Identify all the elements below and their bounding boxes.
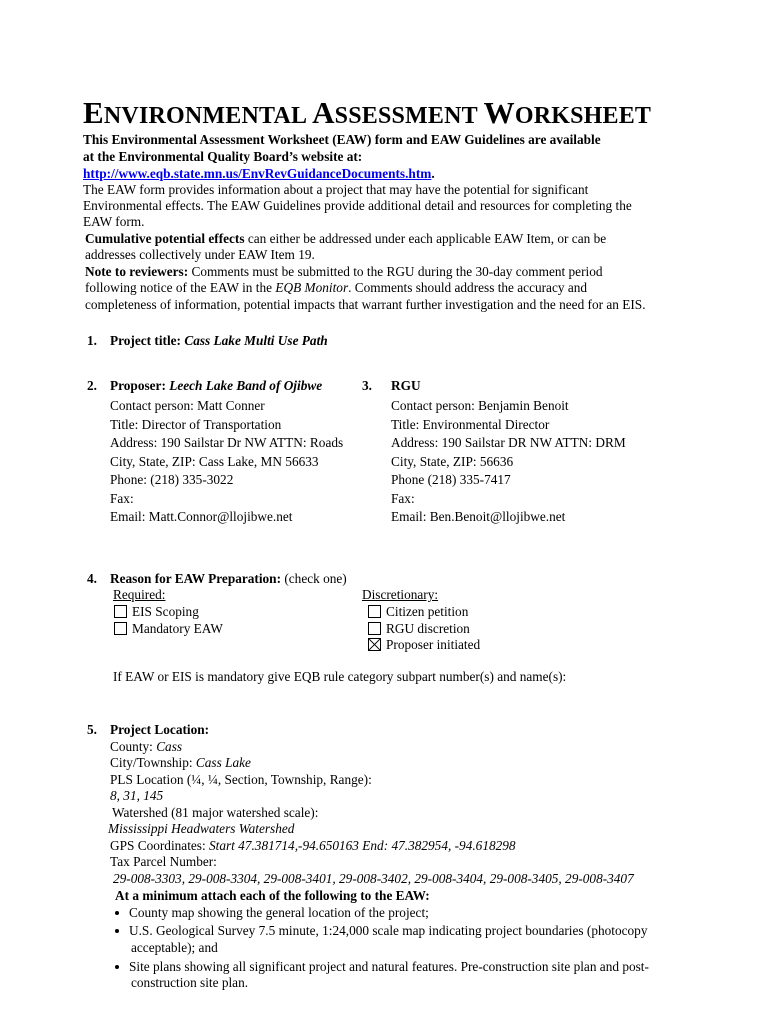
attach-item-2-line-1: U.S. Geological Survey 7.5 minute, 1:24,000 scale map indicating project boundaries (photocopy	[129, 923, 648, 938]
cumulative-effects-line-1: Cumulative potential effects can either be addressed under each applicable EAW Item, or can be	[85, 231, 607, 246]
proposer-email: Email: Matt.Connor@llojibwe.net	[110, 509, 293, 524]
pls-label: PLS Location (¼, ¼, Section, Township, Range):	[110, 772, 372, 787]
gps-coordinates: GPS Coordinates: Start 47.381714,-94.650163 End: 47.382954, -94.618298	[110, 838, 516, 853]
watershed-value: Mississippi Headwaters Watershed	[108, 821, 295, 836]
county: County: Cass	[110, 739, 183, 754]
item-1-number: 1.	[87, 333, 97, 348]
proposer-initiated-label: Proposer initiated	[386, 637, 481, 652]
proposer-initiated-checkbox[interactable]	[368, 638, 381, 651]
page-title: ENVIRONMENTAL ASSESSMENT WORKSHEET	[83, 95, 652, 130]
reason-heading: Reason for EAW Preparation: (check one)	[110, 571, 347, 586]
location-heading: Project Location:	[110, 722, 210, 737]
note-line-3: completeness of information, potential impacts that warrant further investigation and the need for an EIS.	[85, 297, 646, 312]
proposer-address: Address: 190 Sailstar Dr NW ATTN: Roads	[110, 435, 344, 450]
note-line-2: following notice of the EAW in the EQB Monitor. Comments should address the accuracy and	[85, 280, 588, 295]
attach-item-3-line-1: Site plans showing all significant project and natural features. Pre-construction site plan and post-	[129, 959, 649, 974]
rgu-fax: Fax:	[391, 491, 415, 506]
rgu-contact: Contact person: Benjamin Benoit	[391, 398, 569, 413]
required-label: Required:	[113, 587, 166, 602]
note-line-1: Note to reviewers: Comments must be submitted to the RGU during the 30-day comment period	[85, 264, 603, 279]
proposer-title: Title: Director of Transportation	[110, 417, 282, 432]
proposer-fax: Fax:	[110, 491, 134, 506]
proposer-contact: Contact person: Matt Conner	[110, 398, 265, 413]
bullet-icon	[115, 965, 119, 969]
watershed-label: Watershed (81 major watershed scale):	[112, 805, 319, 820]
proposer-heading: Proposer: Leech Lake Band of Ojibwe	[110, 378, 323, 393]
attach-item-1: County map showing the general location of the project;	[129, 905, 429, 920]
discretionary-label: Discretionary:	[362, 587, 439, 602]
proposer-city: City, State, ZIP: Cass Lake, MN 56633	[110, 454, 319, 469]
attach-item-2-line-2: acceptable); and	[131, 940, 218, 955]
rgu-heading: RGU	[391, 378, 421, 393]
mandatory-eaw-checkbox[interactable]	[114, 622, 127, 635]
intro-paragraph-3: EAW form.	[83, 214, 145, 229]
intro-line-2: at the Environmental Quality Board’s website at:	[83, 149, 363, 164]
item-5-number: 5.	[87, 722, 97, 737]
attach-heading: At a minimum attach each of the following to the EAW:	[115, 888, 430, 903]
citizen-petition-label: Citizen petition	[386, 604, 469, 619]
intro-line-1: This Environmental Assessment Worksheet (EAW) form and EAW Guidelines are available	[83, 132, 601, 147]
rgu-phone: Phone (218) 335-7417	[391, 472, 511, 487]
tax-parcel-numbers: 29-008-3303, 29-008-3304, 29-008-3401, 29-008-3402, 29-008-3404, 29-008-3405, 29-008-3407	[113, 871, 634, 886]
rgu-email: Email: Ben.Benoit@llojibwe.net	[391, 509, 566, 524]
rgu-title: Title: Environmental Director	[391, 417, 550, 432]
mandatory-note: If EAW or EIS is mandatory give EQB rule category subpart number(s) and name(s):	[113, 669, 567, 684]
citizen-petition-checkbox[interactable]	[368, 605, 381, 618]
intro-paragraph-2: Environmental effects. The EAW Guidelines provide additional detail and resources for completing the	[83, 198, 632, 213]
intro-paragraph-1: The EAW form provides information about a project that may have the potential for significant	[83, 182, 589, 197]
item-3-number: 3.	[362, 378, 372, 393]
bullet-icon	[115, 929, 119, 933]
pls-value: 8, 31, 145	[110, 788, 164, 803]
guidance-link-line: http://www.eqb.state.mn.us/EnvRevGuidanceDocuments.htm.	[83, 166, 435, 181]
city-township: City/Township: Cass Lake	[110, 755, 251, 770]
rgu-discretion-checkbox[interactable]	[368, 622, 381, 635]
item-2-number: 2.	[87, 378, 97, 393]
project-title: Project title: Cass Lake Multi Use Path	[110, 333, 328, 348]
item-4-number: 4.	[87, 571, 97, 586]
tax-parcel-label: Tax Parcel Number:	[110, 854, 217, 869]
proposer-phone: Phone: (218) 335-3022	[110, 472, 234, 487]
cumulative-effects-line-2: addresses collectively under EAW Item 19.	[85, 247, 315, 262]
guidance-link[interactable]: http://www.eqb.state.mn.us/EnvRevGuidanceDocuments.htm	[83, 166, 432, 181]
eis-scoping-checkbox[interactable]	[114, 605, 127, 618]
eis-scoping-label: EIS Scoping	[132, 604, 199, 619]
mandatory-eaw-label: Mandatory EAW	[132, 621, 223, 636]
attach-item-3-line-2: construction site plan.	[131, 975, 249, 990]
bullet-icon	[115, 911, 119, 915]
rgu-address: Address: 190 Sailstar DR NW ATTN: DRM	[391, 435, 626, 450]
rgu-discretion-label: RGU discretion	[386, 621, 470, 636]
rgu-city: City, State, ZIP: 56636	[391, 454, 514, 469]
